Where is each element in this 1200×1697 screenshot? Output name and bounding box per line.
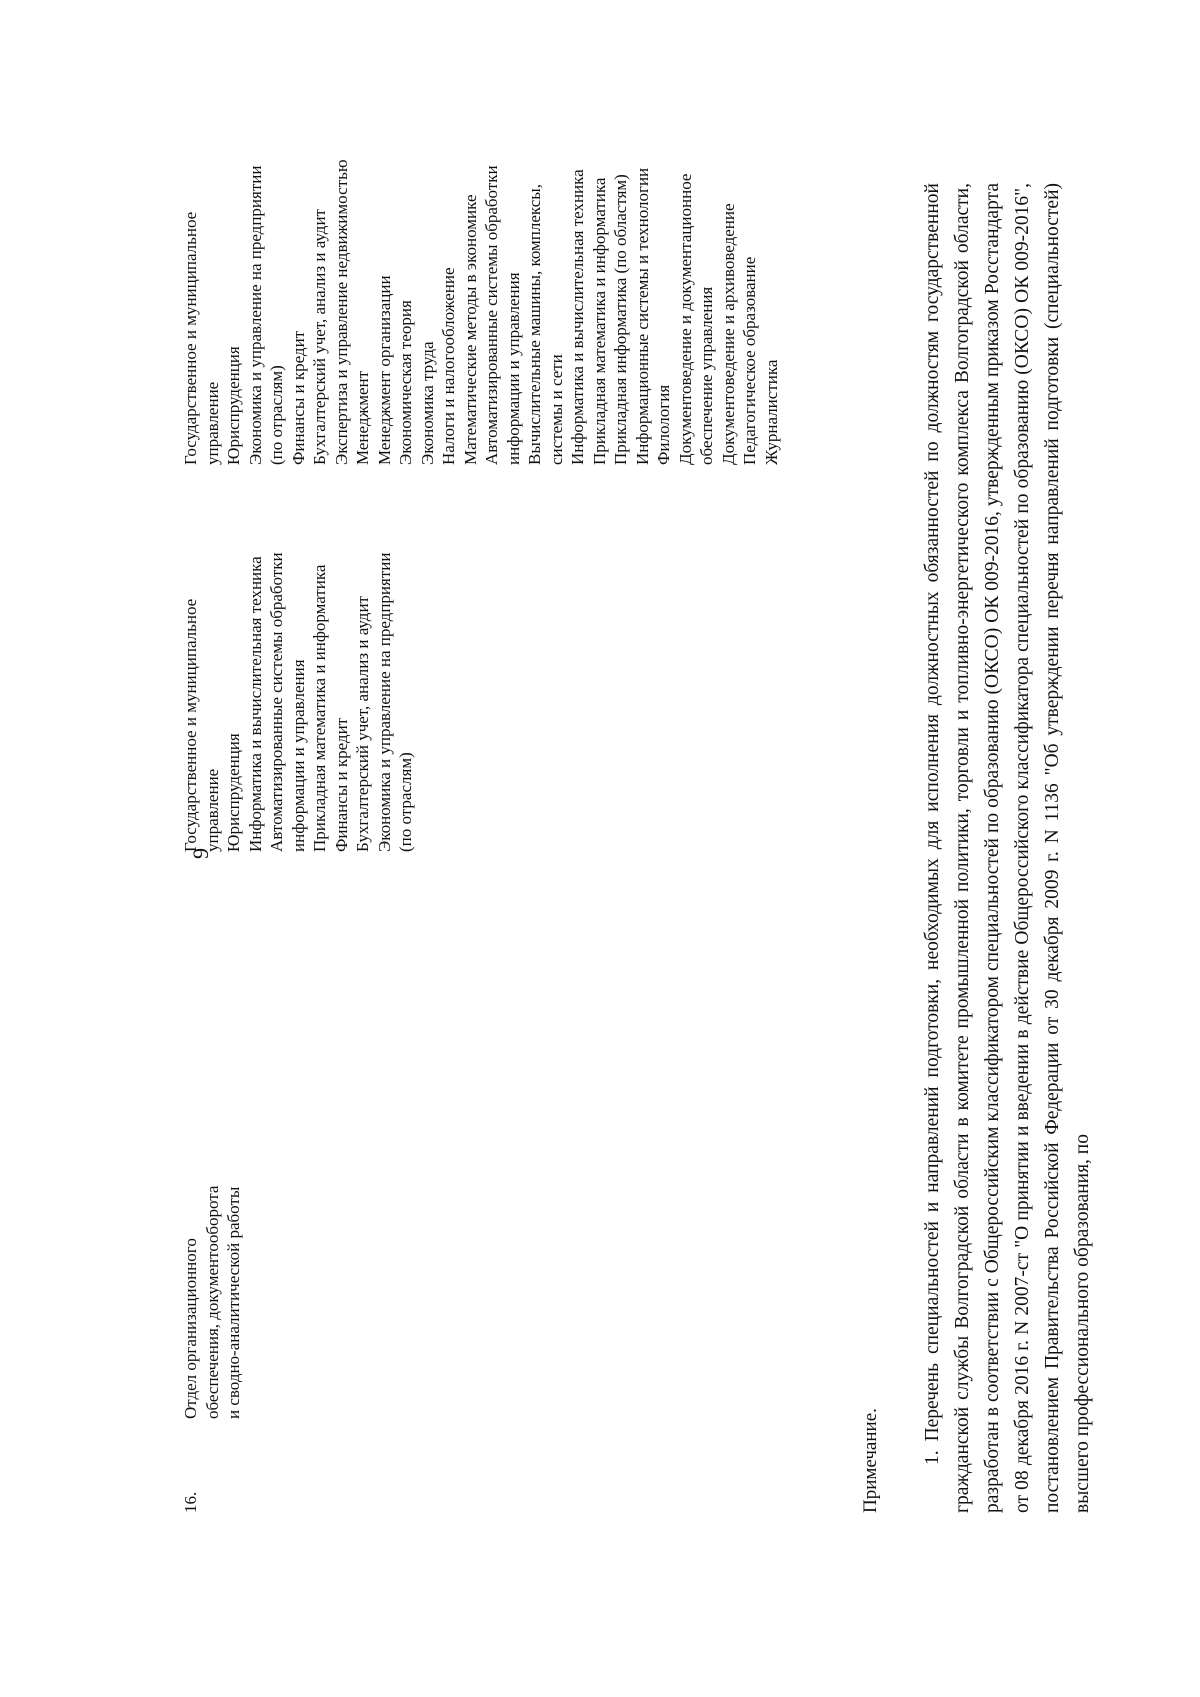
row-number: 16.	[181, 1491, 200, 1513]
specialty-line: Государственное и муниципальное	[181, 598, 200, 852]
specialty-line: Педагогическое образование	[740, 256, 759, 465]
specialty-line: Экспертиза и управление недвижимостью	[331, 159, 351, 465]
specialty-line: Вычислительные машины, комплексы,	[525, 184, 544, 465]
specialty-line: Бухгалтерский учет, анализ и аудит	[310, 209, 329, 465]
specialty-line: информации и управления	[503, 272, 523, 465]
specialty-line: системы и сети	[546, 354, 566, 465]
specialty-line: Финансы и кредит	[288, 330, 308, 465]
specialty-line: Финансы и кредит	[331, 717, 351, 852]
specialty-line: управление	[202, 381, 222, 465]
department-line: обеспечения, документооборота	[202, 1185, 222, 1419]
specialty-line: Документоведение и документационное	[675, 173, 695, 465]
specialty-line: Экономика и управление на предприятии	[245, 165, 265, 465]
specialty-line: Юриспруденция	[224, 346, 243, 465]
specialty-line: (по отраслям)	[267, 365, 286, 465]
specialty-line: Менеджмент организации	[374, 275, 394, 465]
specialty-line: Юриспруденция	[224, 733, 243, 852]
page-number: 9	[188, 848, 213, 859]
specialty-line: Бухгалтерский учет, анализ и аудит	[353, 596, 372, 852]
specialty-line: Налоги и налогообложение	[439, 267, 458, 465]
note-paragraph: 1. Перечень специальностей и направлений подготовки, необходимых для исполнения должностных обязанностей по должностям государственной гражданской службы Волгоградской области в комитете промышленной политики, торговли и топливно-энергетического комплекса Волгоградской области, разработан в соответствии с Общероссийским классификатором специальностей по образованию (ОКСО) ОК 009-2016, утвержденным приказом Росстандарта от 08 декабря 2016 г. N 2007-ст "О принятии и введении в действие Общероссийского классификатора специальностей по образованию (ОКСО) ОК 009-2016", постановлением Правительства Российской Федерации от 30 декабря 2009 г. N 1136 "Об утверждении перечня направлений подготовки (специальностей) высшего профессионального образования, по	[922, 183, 1093, 1513]
specialty-line: Менеджмент	[353, 370, 372, 465]
specialties-cell-b	[180, 527, 417, 852]
specialties-cell-c	[180, 125, 782, 465]
specialty-line: Прикладная математика и информатика	[310, 564, 329, 852]
specialty-line: Автоматизированные системы обработки	[267, 552, 286, 852]
specialty-line: Прикладная информатика (по областям)	[611, 174, 630, 465]
specialty-line: Информационные системы и технологии	[632, 167, 652, 465]
specialty-line: Экономика труда	[417, 341, 437, 465]
specialty-line: Информатика и вычислительная техника	[245, 556, 265, 852]
specialty-line: Экономическая теория	[396, 300, 415, 465]
specialty-line: Автоматизированные системы обработки	[482, 165, 501, 465]
specialty-line: Информатика и вычислительная техника	[568, 169, 587, 465]
department-cell	[180, 1159, 245, 1419]
specialty-line: (по отраслям)	[396, 752, 415, 852]
specialty-line: обеспечение управления	[697, 286, 716, 465]
department-line: Отдел организационного	[181, 1238, 200, 1419]
department-line: и сводно-аналитической работы	[224, 1186, 243, 1419]
specialty-line: управление	[202, 768, 222, 852]
specialty-line: Филология	[654, 384, 673, 465]
specialty-line: информации и управления	[288, 659, 308, 852]
note-title: Примечание.	[860, 1408, 881, 1513]
specialty-line: Математические методы в экономике	[460, 194, 480, 465]
specialty-line: Государственное и муниципальное	[181, 211, 200, 465]
specialty-line: Журналистика	[761, 359, 781, 465]
specialty-line: Прикладная математика и информатика	[589, 177, 609, 465]
specialty-line: Документоведение и архивоведение	[718, 203, 738, 465]
specialty-line: Экономика и управление на предприятии	[374, 552, 394, 852]
